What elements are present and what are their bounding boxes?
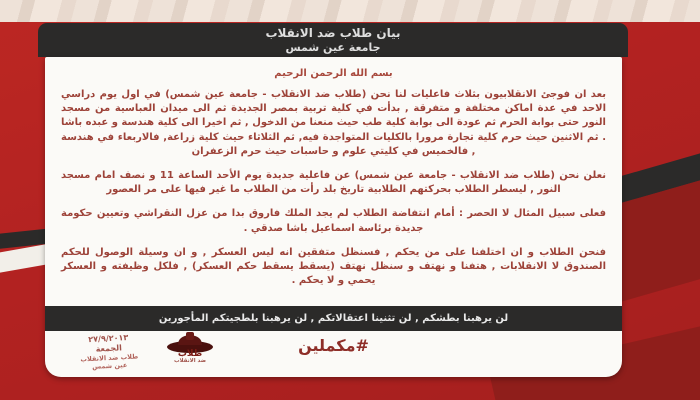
logo-subtitle-text: ضد الانقلاب	[173, 358, 207, 364]
top-texture-strip	[0, 0, 700, 22]
day-text: الجمعة	[95, 343, 123, 354]
slogan-bar	[45, 306, 622, 331]
students-against-coup-logo	[161, 331, 219, 365]
date-block	[58, 331, 160, 372]
date-text: ٢٧/٩/٢٠١٣	[88, 332, 129, 345]
paragraph-new-event-announcement: نعلن نحن (طلاب ضد الانقلاب - جامعة عين شمس) عن فاعلية جديدة يوم الأحد الساعة 11 و نصف امام مسجد النور , ليسطر الطلاب بحركتهم الطلابية تاريخ بلد رأت من الطلاب ما غير فيها على مر العصور	[61, 169, 606, 196]
paragraph-historical-example: فعلى سبيل المثال لا الحصر : أمام انتفاضة الطلاب لم يجد الملك فاروق بدا من عزل النقراشي وتعيين حكومة جديدة برئاسة اسماعيل باشا صدقي .	[61, 208, 606, 234]
header-bar	[38, 23, 628, 57]
paragraph-students-position: فنحن الطلاب و ان اختلفنا على من يحكم , فسنظل متفقين انه ليس العسكر , و ان وسيلة الوصول للحكم الصندوق لا الانقلابات , هتفنا و نهتف و سنظل نهتف (يسقط يسقط حكم العسكر) , فلكل وظيفته و العسكر يحمي و لا يحكم .	[61, 246, 606, 287]
campus-name-text: عين شمس	[91, 361, 128, 372]
statement-paper	[45, 57, 622, 377]
header-title: بيان طلاب ضد الانقلاب	[265, 25, 401, 40]
slogan-text: لن يرهبنا بطشكم , لن تثنينا اعتقالاتكم , لن يرهبنا بلطجيتكم المأجورين	[158, 313, 509, 324]
paragraph-events-recap: بعد ان فوجئ الانقلابيون بثلاث فاعليات لنا نحن (طلاب ضد الانقلاب - جامعة عين شمس) في اول يوم دراسي الاحد في عدة اماكن مختلفة و متفرقة , بدأت في كلية تربية بمصر الجديدة ثم الى ميدان العباسية من مسجد النور حتى بوابة الحرم ثم عودة الى بوابة كلية طب حيث منعنا من الدخول , ثم اخيرا الى كلية هندسة و عبده باشا . ثم الاثنين حيث حرم كلية تجارة مرورا بالكليات المتواجدة فيه, ثم الثلاثاء حيث كلية زراعة, فالاربعاء في هندسة , فالخميس في كليتي علوم و حاسبات حيث حرم الزعفران	[61, 89, 606, 157]
footer-row	[45, 331, 622, 377]
logo-title-text: طلاب	[177, 349, 203, 359]
hashtag-text: #مكملين	[298, 336, 369, 355]
header-subtitle: جامعة عين شمس	[285, 40, 381, 54]
basmala-text: بسم الله الرحمن الرحيم	[274, 68, 393, 79]
group-name-text: طلاب ضد الانقلاب	[80, 352, 139, 364]
